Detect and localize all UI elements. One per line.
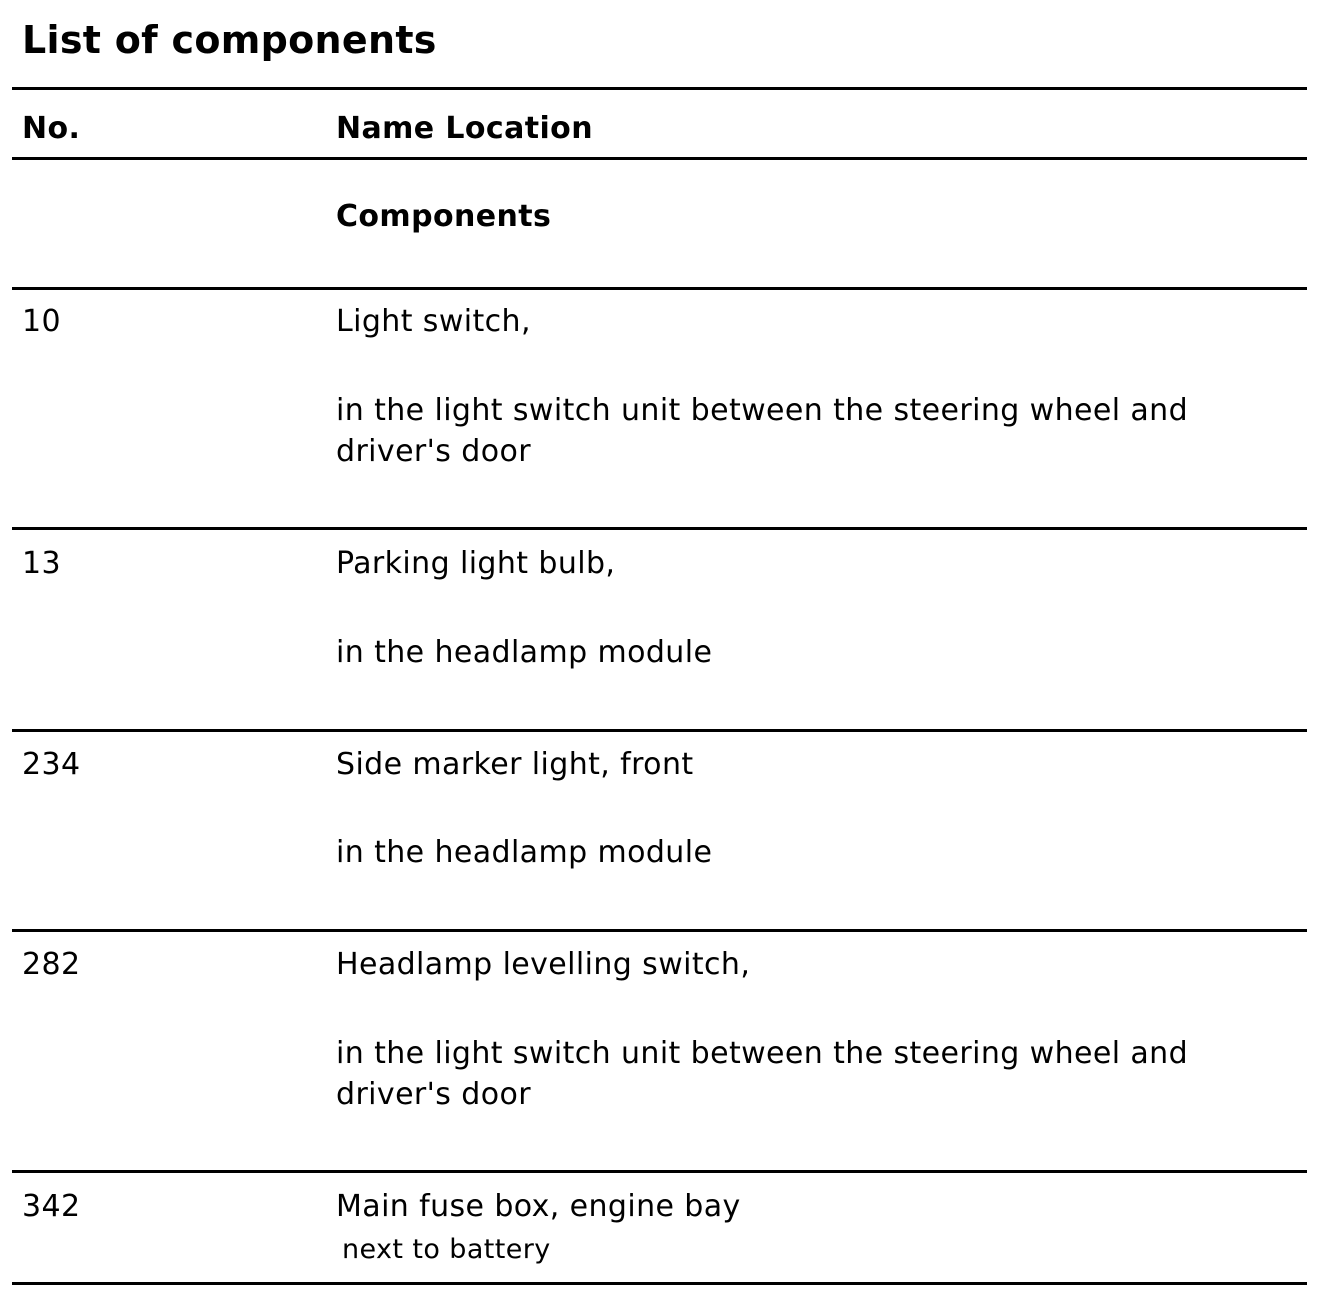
header-top-rule — [12, 87, 1307, 90]
page-title: List of components — [22, 18, 437, 62]
row-rule — [12, 527, 1307, 530]
row-rule — [12, 729, 1307, 732]
header-components: Components — [336, 199, 552, 234]
row-name: Parking light bulb, — [336, 546, 616, 581]
row-number: 234 — [22, 747, 81, 782]
row-name: Side marker light, front — [336, 747, 694, 782]
row-name: Light switch, — [336, 304, 531, 339]
row-number: 282 — [22, 947, 81, 982]
header-no: No. — [22, 111, 81, 146]
row-name: Main fuse box, engine bay — [336, 1189, 741, 1224]
row-rule — [12, 1170, 1307, 1173]
row-name: Headlamp levelling switch, — [336, 947, 751, 982]
row-location: in the headlamp module — [336, 835, 713, 870]
row-number: 342 — [22, 1189, 81, 1224]
row-location: driver's door — [336, 1077, 531, 1112]
row-location: in the light switch unit between the steering wheel and — [336, 1036, 1189, 1071]
table-bottom-rule — [12, 1282, 1307, 1285]
row-location: in the light switch unit between the steering wheel and — [336, 393, 1189, 428]
row-location: in the headlamp module — [336, 635, 713, 670]
row-number: 13 — [22, 546, 61, 581]
header-bottom-rule — [12, 157, 1307, 160]
row-rule — [12, 287, 1307, 290]
row-location: next to battery — [342, 1234, 551, 1265]
row-location: driver's door — [336, 434, 531, 469]
header-name-location: Name Location — [336, 111, 593, 146]
row-number: 10 — [22, 304, 61, 339]
row-rule — [12, 929, 1307, 932]
